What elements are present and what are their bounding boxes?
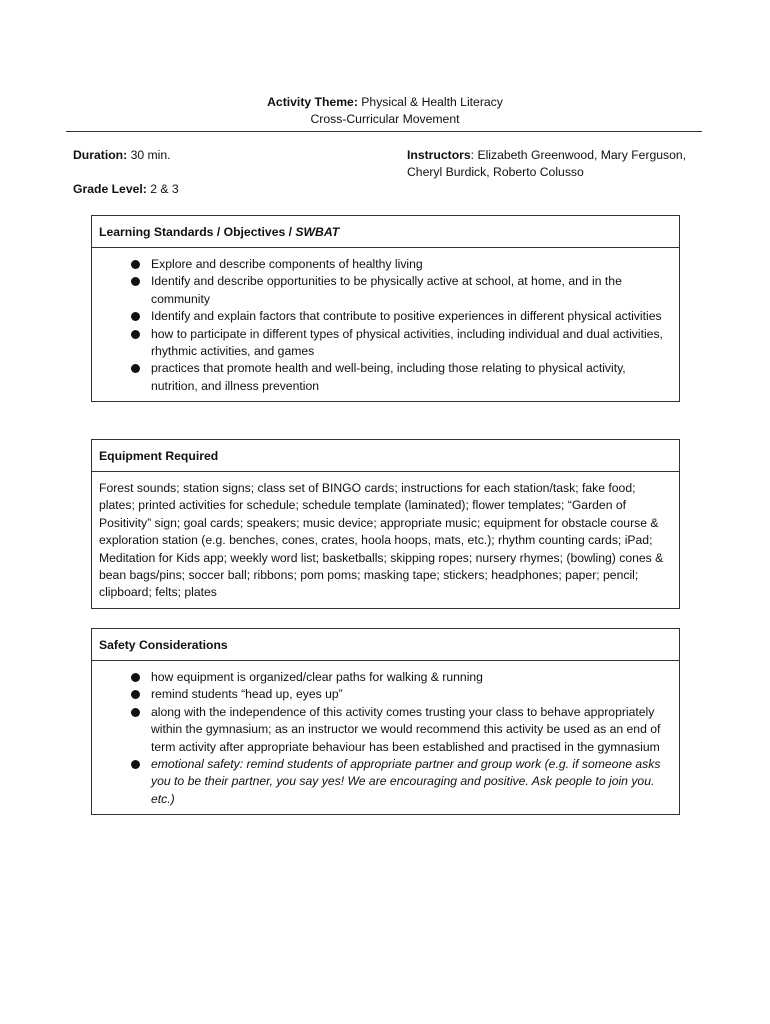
grade-level-line: [73, 181, 179, 198]
learning-standards-title-swbat: SWBAT: [295, 225, 340, 239]
duration-label: Duration:: [73, 148, 128, 162]
grade-level-value: 2 & 3: [150, 182, 179, 196]
learning-standards-title: [92, 216, 679, 248]
list-item: along with the independence of this activity comes trusting your class to behave appropriately within the gymnasium; as an instructor we would recommend this activity be used as an end of term activity after appropriate behaviour has been established and practised in the gymnasium: [127, 704, 672, 756]
activity-theme-line: [0, 94, 770, 111]
safety-list: [99, 669, 672, 808]
safety-considerations-box: [91, 628, 680, 815]
safety-considerations-body: [92, 661, 679, 814]
list-item: remind students “head up, eyes up”: [127, 686, 672, 703]
list-item: emotional safety: remind students of appropriate partner and group work (e.g. if someone asks you to be their partner, you say yes! We are encouraging and positive. Ask people to join you. etc.): [127, 756, 672, 808]
grade-level-label: Grade Level:: [73, 182, 147, 196]
list-item: how to participate in different types of physical activities, including individual and dual activities, rhythmic activities, and games: [127, 326, 672, 361]
safety-considerations-title: Safety Considerations: [92, 629, 679, 661]
activity-theme-value: Physical & Health Literacy: [361, 95, 503, 109]
list-item: practices that promote health and well-being, including those relating to physical activity, nutrition, and illness prevention: [127, 360, 672, 395]
instructors-label: Instructors: [407, 148, 471, 162]
equipment-required-box: [91, 439, 680, 609]
document-subtitle: Cross-Curricular Movement: [310, 112, 460, 126]
equipment-required-title: Equipment Required: [92, 440, 679, 472]
list-item: how equipment is organized/clear paths for walking & running: [127, 669, 672, 686]
header-divider: [66, 131, 702, 132]
learning-standards-box: [91, 215, 680, 402]
activity-theme-label: Activity Theme:: [267, 95, 358, 109]
list-item: Explore and describe components of healthy living: [127, 256, 672, 273]
learning-standards-title-main: Learning Standards / Objectives /: [99, 225, 296, 239]
meta-left-column: [73, 147, 179, 198]
list-item: Identify and explain factors that contribute to positive experiences in different physical activities: [127, 308, 672, 325]
learning-standards-body: [92, 248, 679, 401]
duration-line: [73, 147, 179, 164]
instructors-block: [407, 147, 707, 181]
instructors-value: : Elizabeth Greenwood, Mary Ferguson, Cheryl Burdick, Roberto Colusso: [407, 148, 687, 179]
list-item: Identify and describe opportunities to be physically active at school, at home, and in the community: [127, 273, 672, 308]
equipment-required-text: Forest sounds; station signs; class set of BINGO cards; instructions for each station/task; fake food; plates; printed activities for schedule; schedule template (laminated); flower templates; “Garden of Positivity” sign; goal cards; speakers; music device; appropriate music; equipment for obstacle course & exploration station (e.g. benches, cones, crates, hoola hoops, mats, etc.); rhythm counting cards; iPad; Meditation for Kids app; weekly word list; basketballs; skipping ropes; nursery rhymes; (bowling) cones & bean bags/pins; soccer ball; ribbons; pom poms; masking tape; stickers; headphones; paper; pencil; clipboard; felts; plates: [99, 481, 664, 600]
document-header: [0, 94, 770, 128]
learning-objectives-list: [99, 256, 672, 395]
duration-value: 30 min.: [130, 148, 171, 162]
